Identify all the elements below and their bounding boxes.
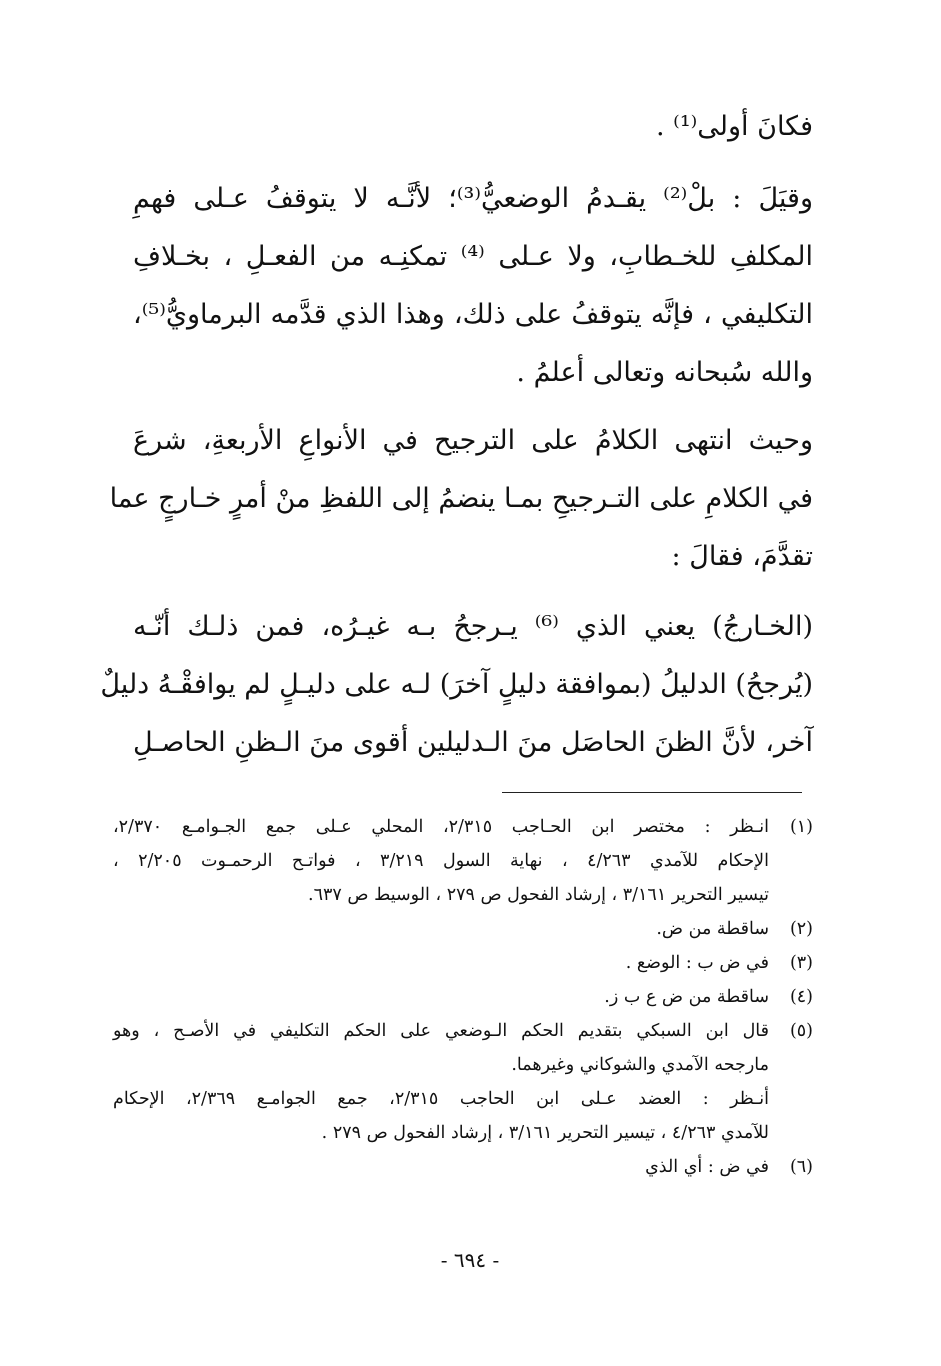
footnote-3 xyxy=(113,946,813,980)
footnote-line: قال ابن السبكي بتقديم الحكم الـوضعي على الحكم التكليفي في الأصـح ، وهو xyxy=(113,1021,769,1041)
footnote-line: ساقطة من ض. xyxy=(656,919,769,939)
paragraph-4 xyxy=(100,598,813,772)
footnote-1 xyxy=(113,810,813,912)
text-line: وحيث انتهى الكلامُ على الترجيح في الأنواعِ الأربعةِ، شرعَ xyxy=(133,425,813,456)
footnote-line: للآمدي ٤/٢٦٣ ، تيسير التحرير ٣/١٦١ ، إرشاد الفحول ص ٢٧٩ . xyxy=(321,1123,769,1143)
footnote-number: (٦) xyxy=(789,1157,813,1177)
footnote-number: (٢) xyxy=(789,919,813,939)
footnote-line: ساقطة من ض ع ب ز. xyxy=(604,987,769,1007)
footnotes xyxy=(113,810,813,1184)
text-line: المكلفِ للخـطابِ، ولا عـلى ⁽⁴⁾ تمكنِـه من الفعـلِ ، بخـلافِ xyxy=(133,241,813,272)
text-line: التكليفي ، فإنَّه يتوقفُ على ذلك، وهذا الذي قدَّمه البرماويُّ⁽⁵⁾، xyxy=(133,299,813,330)
footnote-line: انـظر : مختصر ابن الحـاجب ٢/٣١٥، المحلي عـلى جمع الجـوامـع ٢/٣٧٠، xyxy=(113,817,770,837)
footnote-line: الإحكام للآمدي ٤/٢٦٣ ، نهاية السول ٣/٢١٩ ، فواتـح الرحمـوت ٢/٢٠٥ ، xyxy=(113,851,769,871)
text-line: تقدَّمَ، فقالَ : xyxy=(671,541,813,572)
footnote-line: أنـظر : العضد عـلى ابن الحاجب ٢/٣١٥، جمع الجوامـع ٢/٣٦٩، الإحكام xyxy=(113,1089,769,1109)
paragraph-3 xyxy=(109,412,813,586)
footnote-6 xyxy=(113,1150,813,1184)
footnote-line: تيسير التحرير ٣/١٦١ ، إرشاد الفحول ص ٢٧٩ ، الوسيط ص ٦٣٧. xyxy=(308,885,769,905)
footnote-divider xyxy=(502,792,802,793)
footnote-number: (٤) xyxy=(789,987,813,1007)
text-line: (يُرجحُ) الدليلُ (بموافقة دليلٍ آخرَ) لـه على دليـلٍ لم يوافقْـهُ دليلٌ xyxy=(100,669,813,700)
footnote-line: مارجحه الآمدي والشوكاني وغيرهما. xyxy=(511,1055,769,1075)
footnote-line: في ض ب : الوضع . xyxy=(625,953,769,973)
footnote-number: (٥) xyxy=(789,1021,813,1041)
text-line: وقيَلَ : بلْ⁽²⁾ يقـدمُ الوضعيُّ⁽³⁾؛ لأنَّـه لا يتوقفُ عـلى فهمِ xyxy=(133,183,813,214)
paragraph-2 xyxy=(133,170,813,402)
text-line: آخر، لأنَّ الظنَ الحاصَل منَ الـدليلين أقوى منَ الـظنِ الحاصـلِ xyxy=(133,727,813,758)
footnote-line: في ض : أي الذي xyxy=(645,1157,769,1177)
footnote-5 xyxy=(113,1014,813,1150)
text-line: والله سُبحانه وتعالى أعلمُ . xyxy=(516,357,813,388)
paragraph-1 xyxy=(133,98,813,156)
text-line: (الخـارجُ) يعني الذي ⁽⁶⁾ يـرجحُ بـه غيـرُه، فمن ذلـك أنّـه xyxy=(133,611,813,642)
footnote-number: (٣) xyxy=(789,953,813,973)
footnote-number: (١) xyxy=(789,817,813,837)
text-line: في الكلامِ على التـرجيحِ بمـا ينضمُ إلى اللفظِ منْ أمرٍ خـارجٍ عما xyxy=(109,483,813,514)
page-number: - ٦٩٤ - xyxy=(440,1248,500,1272)
text-line: فكانَ أولى⁽¹⁾ . xyxy=(656,111,813,142)
footnote-4 xyxy=(113,980,813,1014)
footnote-2 xyxy=(113,912,813,946)
